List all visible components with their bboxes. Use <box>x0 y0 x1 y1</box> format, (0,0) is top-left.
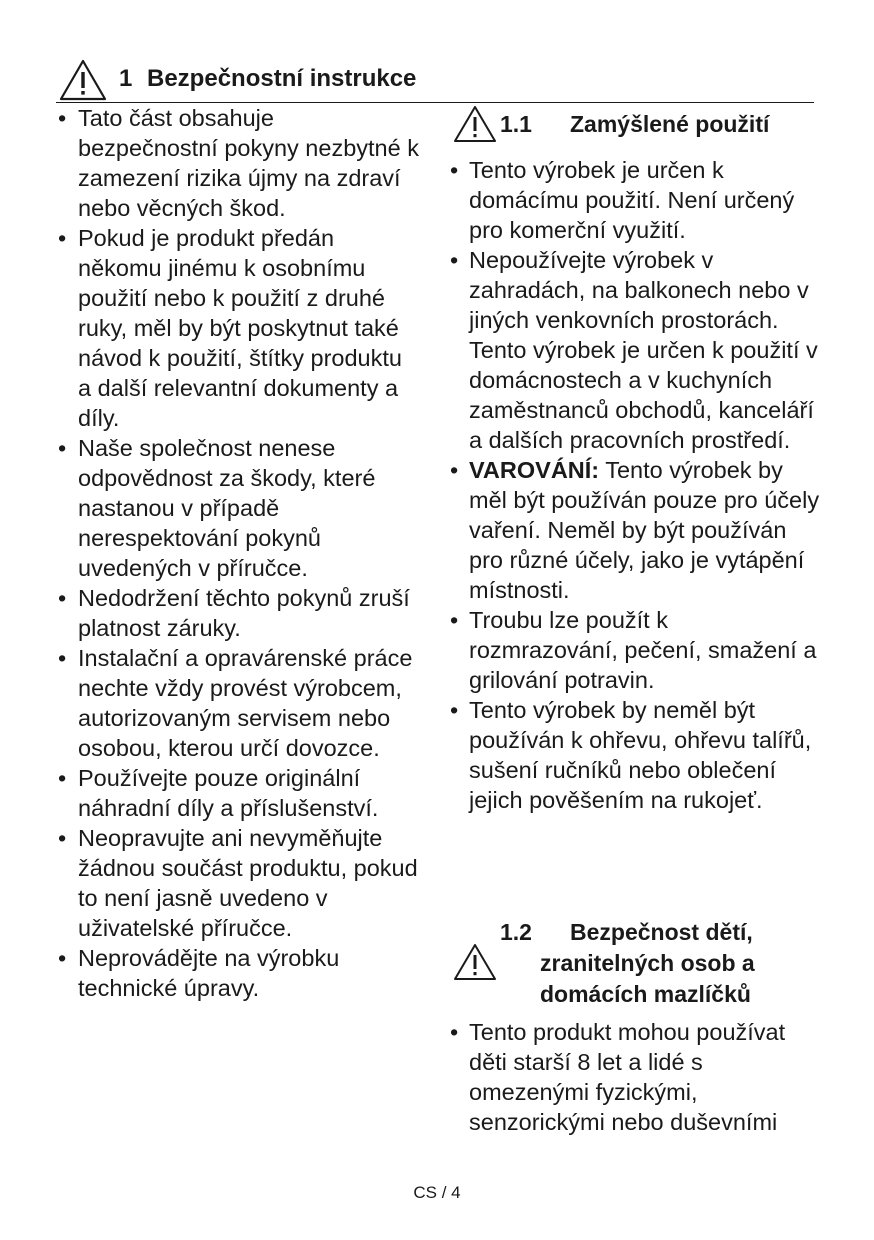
list-item: • Nedodržení těchto pokynů zruší platnost záruky. <box>58 583 420 643</box>
subsection-number: 1.1 <box>500 111 532 137</box>
subsection-title-line1: Bezpečnost dětí, <box>570 919 753 945</box>
page-number: CS / 4 <box>413 1183 461 1202</box>
warning-triangle-icon <box>452 942 498 982</box>
subsection-title-line2: zranitelných osob a <box>540 950 755 976</box>
list-item: • Tento výrobek by neměl být používán k ohřevu, ohřevu talířů, sušení ručníků nebo oblečení jejich pověšením na rukojeť. <box>450 695 822 815</box>
list-item: • Neopravujte ani nevyměňujte žádnou součást produktu, pokud to není jasně uvedeno v uživatelské příručce. <box>58 823 420 943</box>
intended-use-list <box>450 155 822 815</box>
subsection-number: 1.2 <box>500 919 532 945</box>
subsection-heading-intended-use <box>500 109 769 140</box>
list-item: • Tento výrobek je určen k domácímu použití. Není určený pro komerční využití. <box>450 155 822 245</box>
list-item: • Neprovádějte na výrobku technické úpravy. <box>58 943 420 1003</box>
child-safety-list <box>450 1017 822 1137</box>
list-item: • Používejte pouze originální náhradní díly a příslušenství. <box>58 763 420 823</box>
warning-label: VAROVÁNÍ: <box>469 457 600 483</box>
subsection-title: Zamýšlené použití <box>570 111 770 137</box>
warning-triangle-icon <box>452 104 498 144</box>
subsection-title-line3: domácích mazlíčků <box>540 981 751 1007</box>
list-item <box>450 455 822 605</box>
list-item: • Instalační a opravárenské práce nechte vždy provést výrobcem, autorizovaným servisem nebo osobou, kterou určí dovozce. <box>58 643 420 763</box>
subsection-heading-child-safety <box>500 917 755 1010</box>
section-number: 1 <box>119 65 133 92</box>
section-heading <box>119 62 416 96</box>
list-item: • Nepoužívejte výrobek v zahradách, na balkonech nebo v jiných venkovních prostorách. Tento výrobek je určen k použití v domácnostech a v kuchyních zaměstnanců obchodů, kanceláří a dalších pracovních prostředí. <box>450 245 822 455</box>
safety-instructions-list <box>58 103 420 1003</box>
warning-triangle-icon <box>58 58 108 102</box>
list-item: • Pokud je produkt předán někomu jinému k osobnímu použití nebo k použití z druhé ruky, měl by být poskytnut také návod k použití, štítky produktu a další relevantní dokumenty a díly. <box>58 223 420 433</box>
list-item: • Troubu lze použít k rozmrazování, pečení, smažení a grilování potravin. <box>450 605 822 695</box>
list-item: • Tento produkt mohou používat děti starší 8 let a lidé s omezenými fyzickými, senzorickými nebo duševními <box>450 1017 822 1137</box>
warning-text: Tento výrobek by měl být používán pouze pro účely vaření. Neměl by být používán pro různé účely, jako je vytápění místnosti. <box>469 457 820 603</box>
list-item: • Tato část obsahuje bezpečnostní pokyny nezbytné k zamezení rizika újmy na zdraví nebo věcných škod. <box>58 103 420 223</box>
section-title: Bezpečnostní instrukce <box>147 65 417 92</box>
list-item: • Naše společnost nenese odpovědnost za škody, které nastanou v případě nerespektování pokynů uvedených v příručce. <box>58 433 420 583</box>
